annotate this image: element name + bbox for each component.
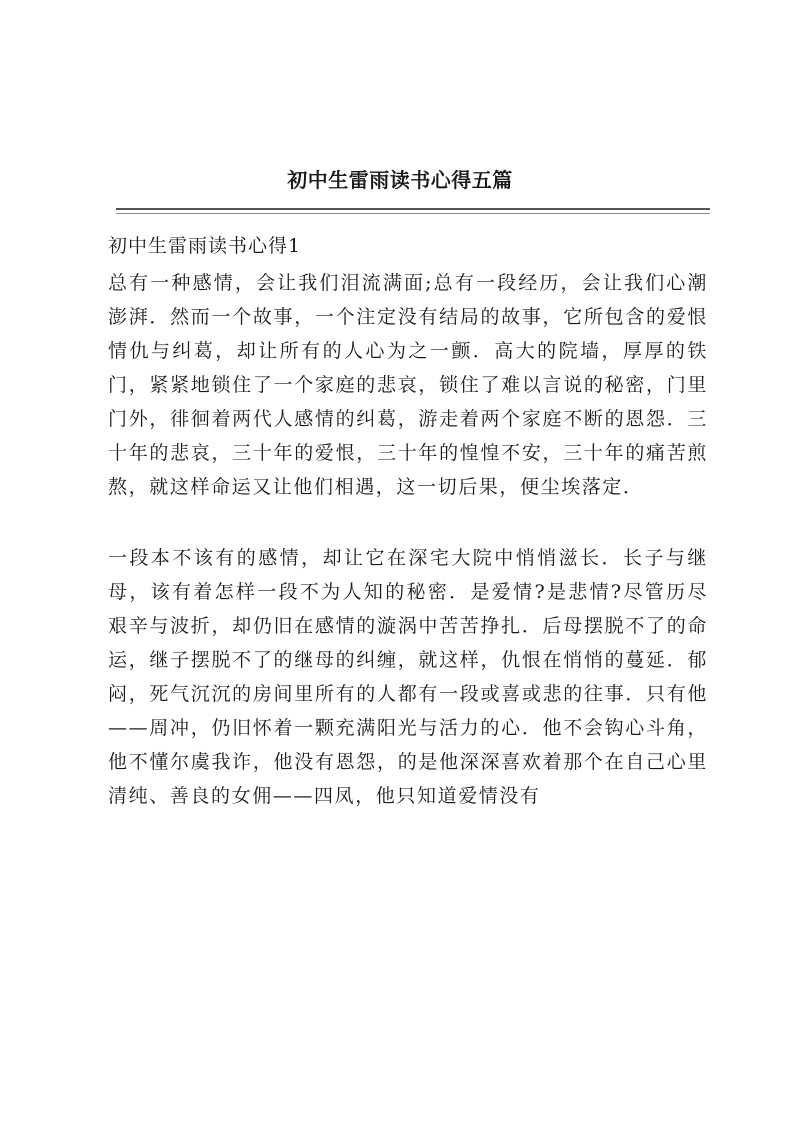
title-divider: [116, 208, 710, 210]
title-divider-thin: [116, 213, 710, 214]
section-heading: 初中生雷雨读书心得1: [108, 235, 302, 257]
document-body: [108, 232, 708, 813]
paragraph-1: 总有一种感情，会让我们泪流满面;总有一段经历，会让我们心潮澎湃．然而一个故事，一个注定没有结局的故事，它所包含的爱恨情仇与纠葛，却让所有的人心为之一颤．高大的院墙，厚厚的铁门，紧紧地锁住了一个家庭的悲哀，锁住了难以言说的秘密，门里门外，徘徊着两代人感情的纠葛，游走着两个家庭不断的恩怨．三十年的悲哀，三十年的爱恨，三十年的惶惶不安，三十年的痛苦煎熬，就这样命运又让他们相遇，这一切后果，便尘埃落定．: [108, 272, 708, 498]
paragraph-2: 一段本不该有的感情，却让它在深宅大院中悄悄滋长．长子与继母，该有着怎样一段不为人知的秘密．是爱情?是悲情?尽管历尽艰辛与波折，却仍旧在感情的漩涡中苦苦挣扎．后母摆脱不了的命运，继子摆脱不了的继母的纠缠，就这样，仇恨在悄悄的蔓延．郁闷，死气沉沉的房间里所有的人都有一段或喜或悲的往事．只有他——周冲，仍旧怀着一颗充满阳光与活力的心．他不会钩心斗角，他不懂尔虞我诈，他没有恩怨，的是他深深喜欢着那个在自己心里清纯、善良的女佣——四凤，他只知道爱情没有: [108, 547, 708, 807]
document-title: 初中生雷雨读书心得五篇: [287, 168, 513, 192]
